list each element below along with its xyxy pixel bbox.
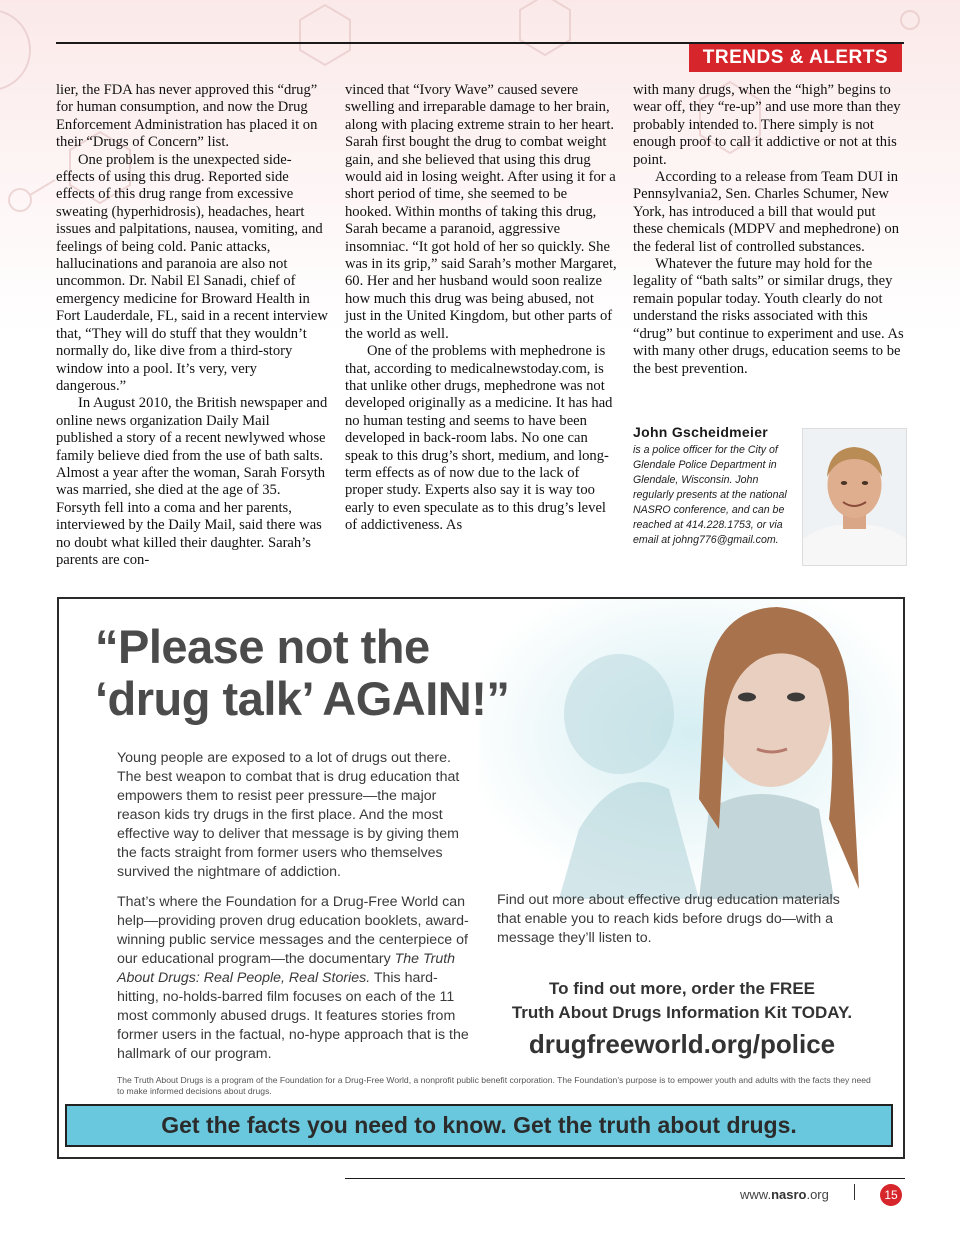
author-photo (802, 428, 907, 566)
ad-film-title: The Truth About Drugs: Real People, Real Stories. (117, 951, 456, 986)
ad-foundation-text (117, 893, 477, 1064)
ad-cta-line: Truth About Drugs Information Kit TODAY. (511, 1003, 853, 1022)
paragraph: One problem is the unexpected side-effects of using this drug. Reported side effects of this drug range from excessive sweating (hyperhidrosis), headaches, heart issues and palpitations, nausea, vomiting, and feelings of being cold. Panic attacks, hallucinations and paranoia are also not uncommon. Dr. Nabil El Sanadi, chief of emergency medicine for Broward Health in Fort Lauderdale, FL, said in a recent interview that, “They will do stuff that they wouldn’t normally do, like dive from a third-story window into a pool. It’s very, very dangerous.” (56, 151, 328, 394)
ad-fine-print: The Truth About Drugs is a program of the Foundation for a Drug-Free World, a nonprofit public benefit corporation. The Foundation’s purpose is to empower youth and adults with the facts they need to make informed decisions about drugs. (117, 1075, 871, 1096)
ad-headline (95, 621, 615, 725)
ad-call-to-action (467, 977, 897, 1025)
author-bio: is a police officer for the City of Glendale Police Department in Glendale, Wisconsin. John regularly presents at the national NASRO conference, and can be reached at 414.228.1753, or via email at johng776@gmail.com. (633, 444, 787, 546)
section-label: TRENDS & ALERTS (689, 44, 902, 72)
paragraph: vinced that “Ivory Wave” caused severe swelling and irreparable damage to her brain, along with placing extreme strain to her heart. Sarah first bought the drug to combat weight gain, and she believed that using this drug would aid in losing weight. After using it for a short period of time, she seemed to be hooked. Within months of taking this drug, Sarah became a paranoid, aggressive insomniac. “It got hold of her so quickly. She was in its grip,” said Sarah’s mother Margaret, 60. Her and her husband would soon realize how much this drug was being abused, not just in the United Kingdom, but other parts of the world as well. (345, 82, 617, 342)
advertisement (57, 597, 905, 1159)
footer-website-link[interactable] (740, 1187, 829, 1202)
ad-find-out: Find out more about effective drug education materials that enable you to reach kids before drugs do—with a message they’ll listen to. (497, 892, 840, 946)
paragraph: lier, the FDA has never approved this “drug” for human consumption, and now the Drug Enforcement Administration has placed it on their “Drugs of Concern” list. (56, 82, 318, 151)
article-column-1 (56, 82, 328, 569)
article-column-2 (345, 82, 617, 535)
paragraph: According to a release from Team DUI in Pennsylvania2, Sen. Charles Schumer, New York, has introduced a bill that would put these chemicals (MDPV and mephedrone) on the federal list of controlled substances. (633, 169, 899, 255)
ad-intro: Young people are exposed to a lot of drugs out there. The best weapon to combat that is drug education that empowers them to resist peer pressure—the major reason kids try drugs in the first place. And the most effective way to deliver that message is by giving them the facts straight from former users who themselves survived the nightmare of addiction. (117, 750, 460, 880)
footer-url-suffix: .org (806, 1187, 829, 1202)
page-number: 15 (880, 1184, 902, 1206)
paragraph: Whatever the future may hold for the legality of “bath salts” or similar drugs, they remain popular today. Youth clearly do not understand the risks associated with this “drug” but continue to experiment and use. As with many other drugs, education seems to be the best prevention. (633, 256, 904, 377)
ad-url-link[interactable]: drugfreeworld.org/police (528, 1029, 836, 1059)
author-name: John Gscheidmeier (633, 424, 769, 440)
ad-banner: Get the facts you need to know. Get the truth about drugs. (65, 1104, 893, 1147)
ad-cta-line: To find out more, order the FREE (548, 979, 815, 998)
footer-rule (345, 1178, 905, 1179)
paragraph: One of the problems with mephedrone is that, according to medicalnewstoday.com, is that unlike other drugs, mephedrone was not developed originally as a medicine. It has had no human testing and seems to have been developed in back-room labs. No one can speak to this drug’s short, medium, and long-term effects as of now due to the lack of proper study. Experts also say it is way too early to even speculate as to this drug’s level of addictiveness. As (345, 343, 613, 534)
ad-foundation-part1: That’s where the Foundation for a Drug-Free World can help—providing proven drug education booklets, award-winning public service messages and the centerpiece of our educational program—the documentary (117, 894, 469, 967)
ad-headline-line: “Please not the (95, 620, 430, 673)
footer-url-domain: nasro (771, 1187, 807, 1202)
footer-divider (854, 1184, 855, 1200)
ad-foundation-part2: This hard-hitting, no-holds-barred film focuses on each of the 11 most commonly abused drugs. It features stories from former users in the factual, no-hype approach that is the hallmark of our program. (117, 970, 469, 1062)
article-column-3 (633, 82, 905, 378)
paragraph: with many drugs, when the “high” begins to wear off, they “re-up” and use more than they probably intended to. There simply is not enough proof to call it addictive or not at this point. (633, 82, 901, 168)
ad-headline-line: ‘drug talk’ AGAIN!” (95, 672, 510, 725)
footer-url-prefix: www. (740, 1187, 772, 1202)
author-box (633, 424, 798, 548)
paragraph: In August 2010, the British newspaper and online news organization Daily Mail published a story of a recent newlywed whose family believe died from the use of bath salts. Almost a year after the woman, Sarah Forsyth was married, she died at the age of 35. Forsyth fell into a coma and her parents, interviewed by the Daily Mail, said there was no doubt what killed their daughter. Sarah’s parents are con- (56, 395, 328, 568)
